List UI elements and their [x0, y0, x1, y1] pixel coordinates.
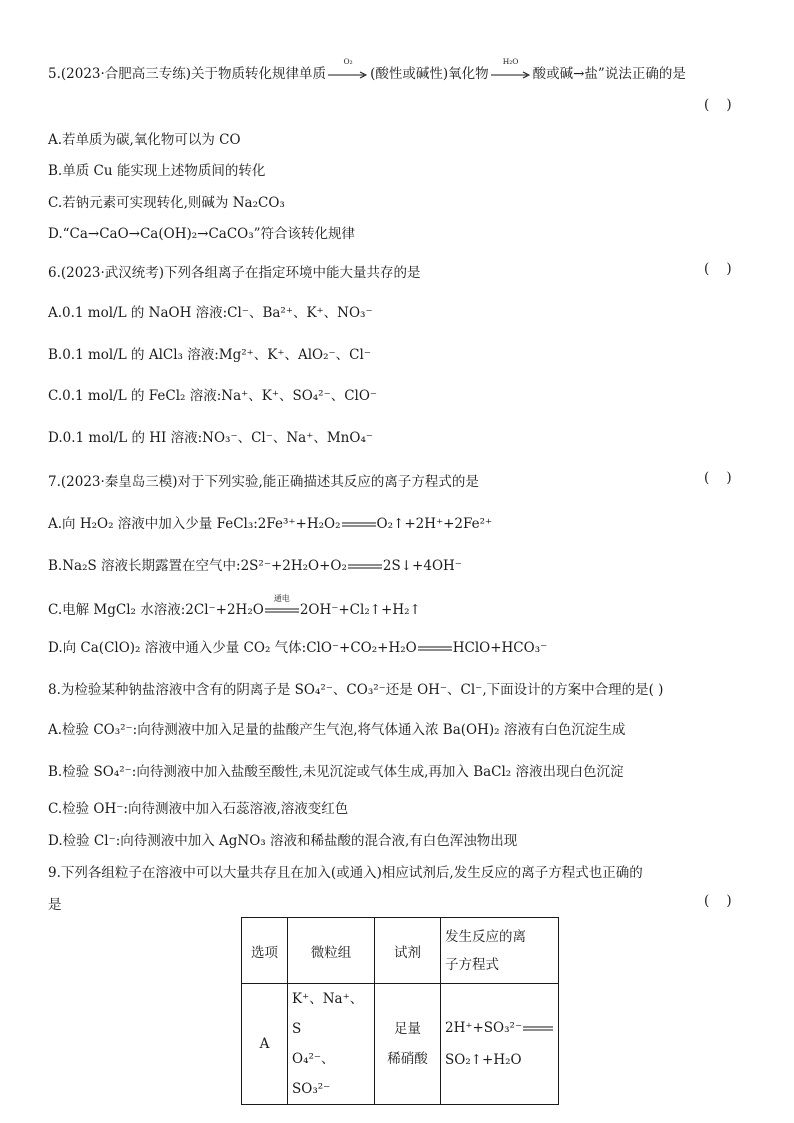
header-line: 发生反应的离	[445, 928, 526, 945]
q8-option-d[interactable]: D.检验 Cl⁻:向待测液中加入 AgNO₃ 溶液和稀盐酸的混合液,有白色浑浊物出现	[48, 833, 518, 849]
equals-sign-icon	[523, 1023, 553, 1035]
q7-option-d[interactable]	[48, 636, 547, 656]
q5-option-b[interactable]: B.单质 Cu 能实现上述物质间的转化	[48, 163, 266, 179]
q7-option-a[interactable]	[48, 512, 492, 532]
q5-option-d[interactable]: D.“Ca→CaO→Ca(OH)₂→CaCO₃”符合该转化规律	[48, 226, 356, 242]
q7-stem: 7.(2023·秦皇岛三模)对于下列实验,能正确描述其反应的离子方程式的是	[48, 474, 479, 490]
q8-option-c[interactable]: C.检验 OH⁻:向待测液中加入石蕊溶液,溶液变红色	[48, 801, 349, 817]
q5-stem-part1: 5.(2023·合肥高三专练)关于物质转化规律单质	[48, 66, 327, 82]
cell-line	[445, 1012, 554, 1044]
q5-stem-part3: 酸或碱→盐”说法正确的是	[532, 66, 686, 82]
q9-stem-line2: 是	[48, 897, 62, 913]
cell-line: 稀硝酸	[387, 1051, 428, 1067]
table-header-cell: 微粒组	[288, 918, 375, 984]
q5-stem-part2: (酸性或碱性)氧化物	[370, 66, 489, 82]
q7-answer-bracket[interactable]: ( )	[704, 470, 732, 486]
table-header-cell	[441, 918, 559, 984]
table-cell-particles	[288, 984, 375, 1105]
table-header-row	[242, 918, 559, 984]
q7-b-right: 2S↓+4OH⁻	[382, 558, 462, 574]
header-line: 子方程式	[445, 956, 499, 973]
q7-option-b[interactable]	[48, 554, 462, 574]
reaction-arrow-icon	[491, 56, 531, 82]
q9-answer-bracket[interactable]: ( )	[704, 893, 732, 909]
arrow-label-o2: O₂	[343, 56, 353, 66]
q6-option-d[interactable]: D.0.1 mol/L 的 HI 溶液:NO₃⁻、Cl⁻、Na⁺、MnO₄⁻	[48, 430, 373, 446]
q7-a-left: A.向 H₂O₂ 溶液中加入少量 FeCl₃:2Fe³⁺+H₂O₂	[48, 516, 341, 532]
equals-sign-icon	[418, 643, 452, 655]
q7-d-left: D.向 Ca(ClO)₂ 溶液中通入少量 CO₂ 气体:ClO⁻+CO₂+H₂O	[48, 640, 417, 656]
q9-options-table	[241, 917, 559, 1105]
equals-sign-icon	[342, 519, 376, 531]
cell-line: K⁺、Na⁺、S	[292, 991, 364, 1037]
cell-line: O₄²⁻、SO₃²⁻	[292, 1051, 335, 1097]
q7-d-right: HClO+HCO₃⁻	[452, 640, 548, 656]
arrow-label-h2o: H₂O	[502, 56, 519, 66]
equation-left: 2H⁺+SO₃²⁻	[445, 1020, 523, 1036]
q8-option-a[interactable]: A.检验 CO₃²⁻:向待测液中加入足量的盐酸产生气泡,将气体通入浓 Ba(OH)₂ 溶液有白色沉淀生成	[48, 722, 626, 738]
q6-option-b[interactable]: B.0.1 mol/L 的 AlCl₃ 溶液:Mg²⁺、K⁺、AlO₂⁻、Cl⁻	[48, 347, 371, 363]
q7-b-left: B.Na₂S 溶液长期露置在空气中:2S²⁻+2H₂O+O₂	[48, 558, 347, 574]
q5-stem	[48, 56, 686, 82]
q7-c-right: 2OH⁻+Cl₂↑+H₂↑	[299, 602, 421, 618]
q5-answer-bracket[interactable]: ( )	[704, 97, 732, 113]
q9-stem-line1: 9.下列各组粒子在溶液中可以大量共存且在加入(或通入)相应试剂后,发生反应的离子方程式也正确的	[48, 865, 643, 881]
equation-right: SO₂↑+H₂O	[445, 1052, 522, 1068]
q7-option-c[interactable]	[48, 593, 421, 618]
q7-a-right: O₂↑+2H⁺+2Fe²⁺	[376, 516, 493, 532]
cell-line: 足量	[394, 1021, 421, 1037]
table-header-cell: 试剂	[375, 918, 441, 984]
equals-sign-icon	[348, 561, 382, 573]
reaction-arrow-icon	[328, 56, 368, 82]
table-cell-option: A	[242, 984, 288, 1105]
table-header-cell: 选项	[242, 918, 288, 984]
q8-option-b[interactable]: B.检验 SO₄²⁻:向待测液中加入盐酸至酸性,未见沉淀或气体生成,再加入 BaCl₂ 溶液出现白色沉淀	[48, 764, 624, 780]
table-row	[242, 984, 559, 1105]
table-cell-reagent	[375, 984, 441, 1105]
electrolysis-label: 通电	[273, 593, 290, 603]
q6-option-c[interactable]: C.0.1 mol/L 的 FeCl₂ 溶液:Na⁺、K⁺、SO₄²⁻、ClO⁻	[48, 388, 378, 404]
q6-answer-bracket[interactable]: ( )	[704, 261, 732, 277]
q7-c-left: C.电解 MgCl₂ 水溶液:2Cl⁻+2H₂O	[48, 602, 264, 618]
q6-stem: 6.(2023·武汉统考)下列各组离子在指定环境中能大量共存的是	[48, 265, 421, 281]
q5-option-c[interactable]: C.若钠元素可实现转化,则碱为 Na₂CO₃	[48, 195, 285, 211]
q6-option-a[interactable]: A.0.1 mol/L 的 NaOH 溶液:Cl⁻、Ba²⁺、K⁺、NO₃⁻	[48, 305, 373, 321]
q5-option-a[interactable]: A.若单质为碳,氧化物可以为 CO	[48, 132, 241, 148]
table-cell-equation	[441, 984, 559, 1105]
electrolysis-equals-icon	[265, 593, 299, 617]
q8-stem: 8.为检验某种钠盐溶液中含有的阴离子是 SO₄²⁻、CO₃²⁻还是 OH⁻、Cl⁻,下面设计的方案中合理的是( )	[48, 682, 664, 698]
